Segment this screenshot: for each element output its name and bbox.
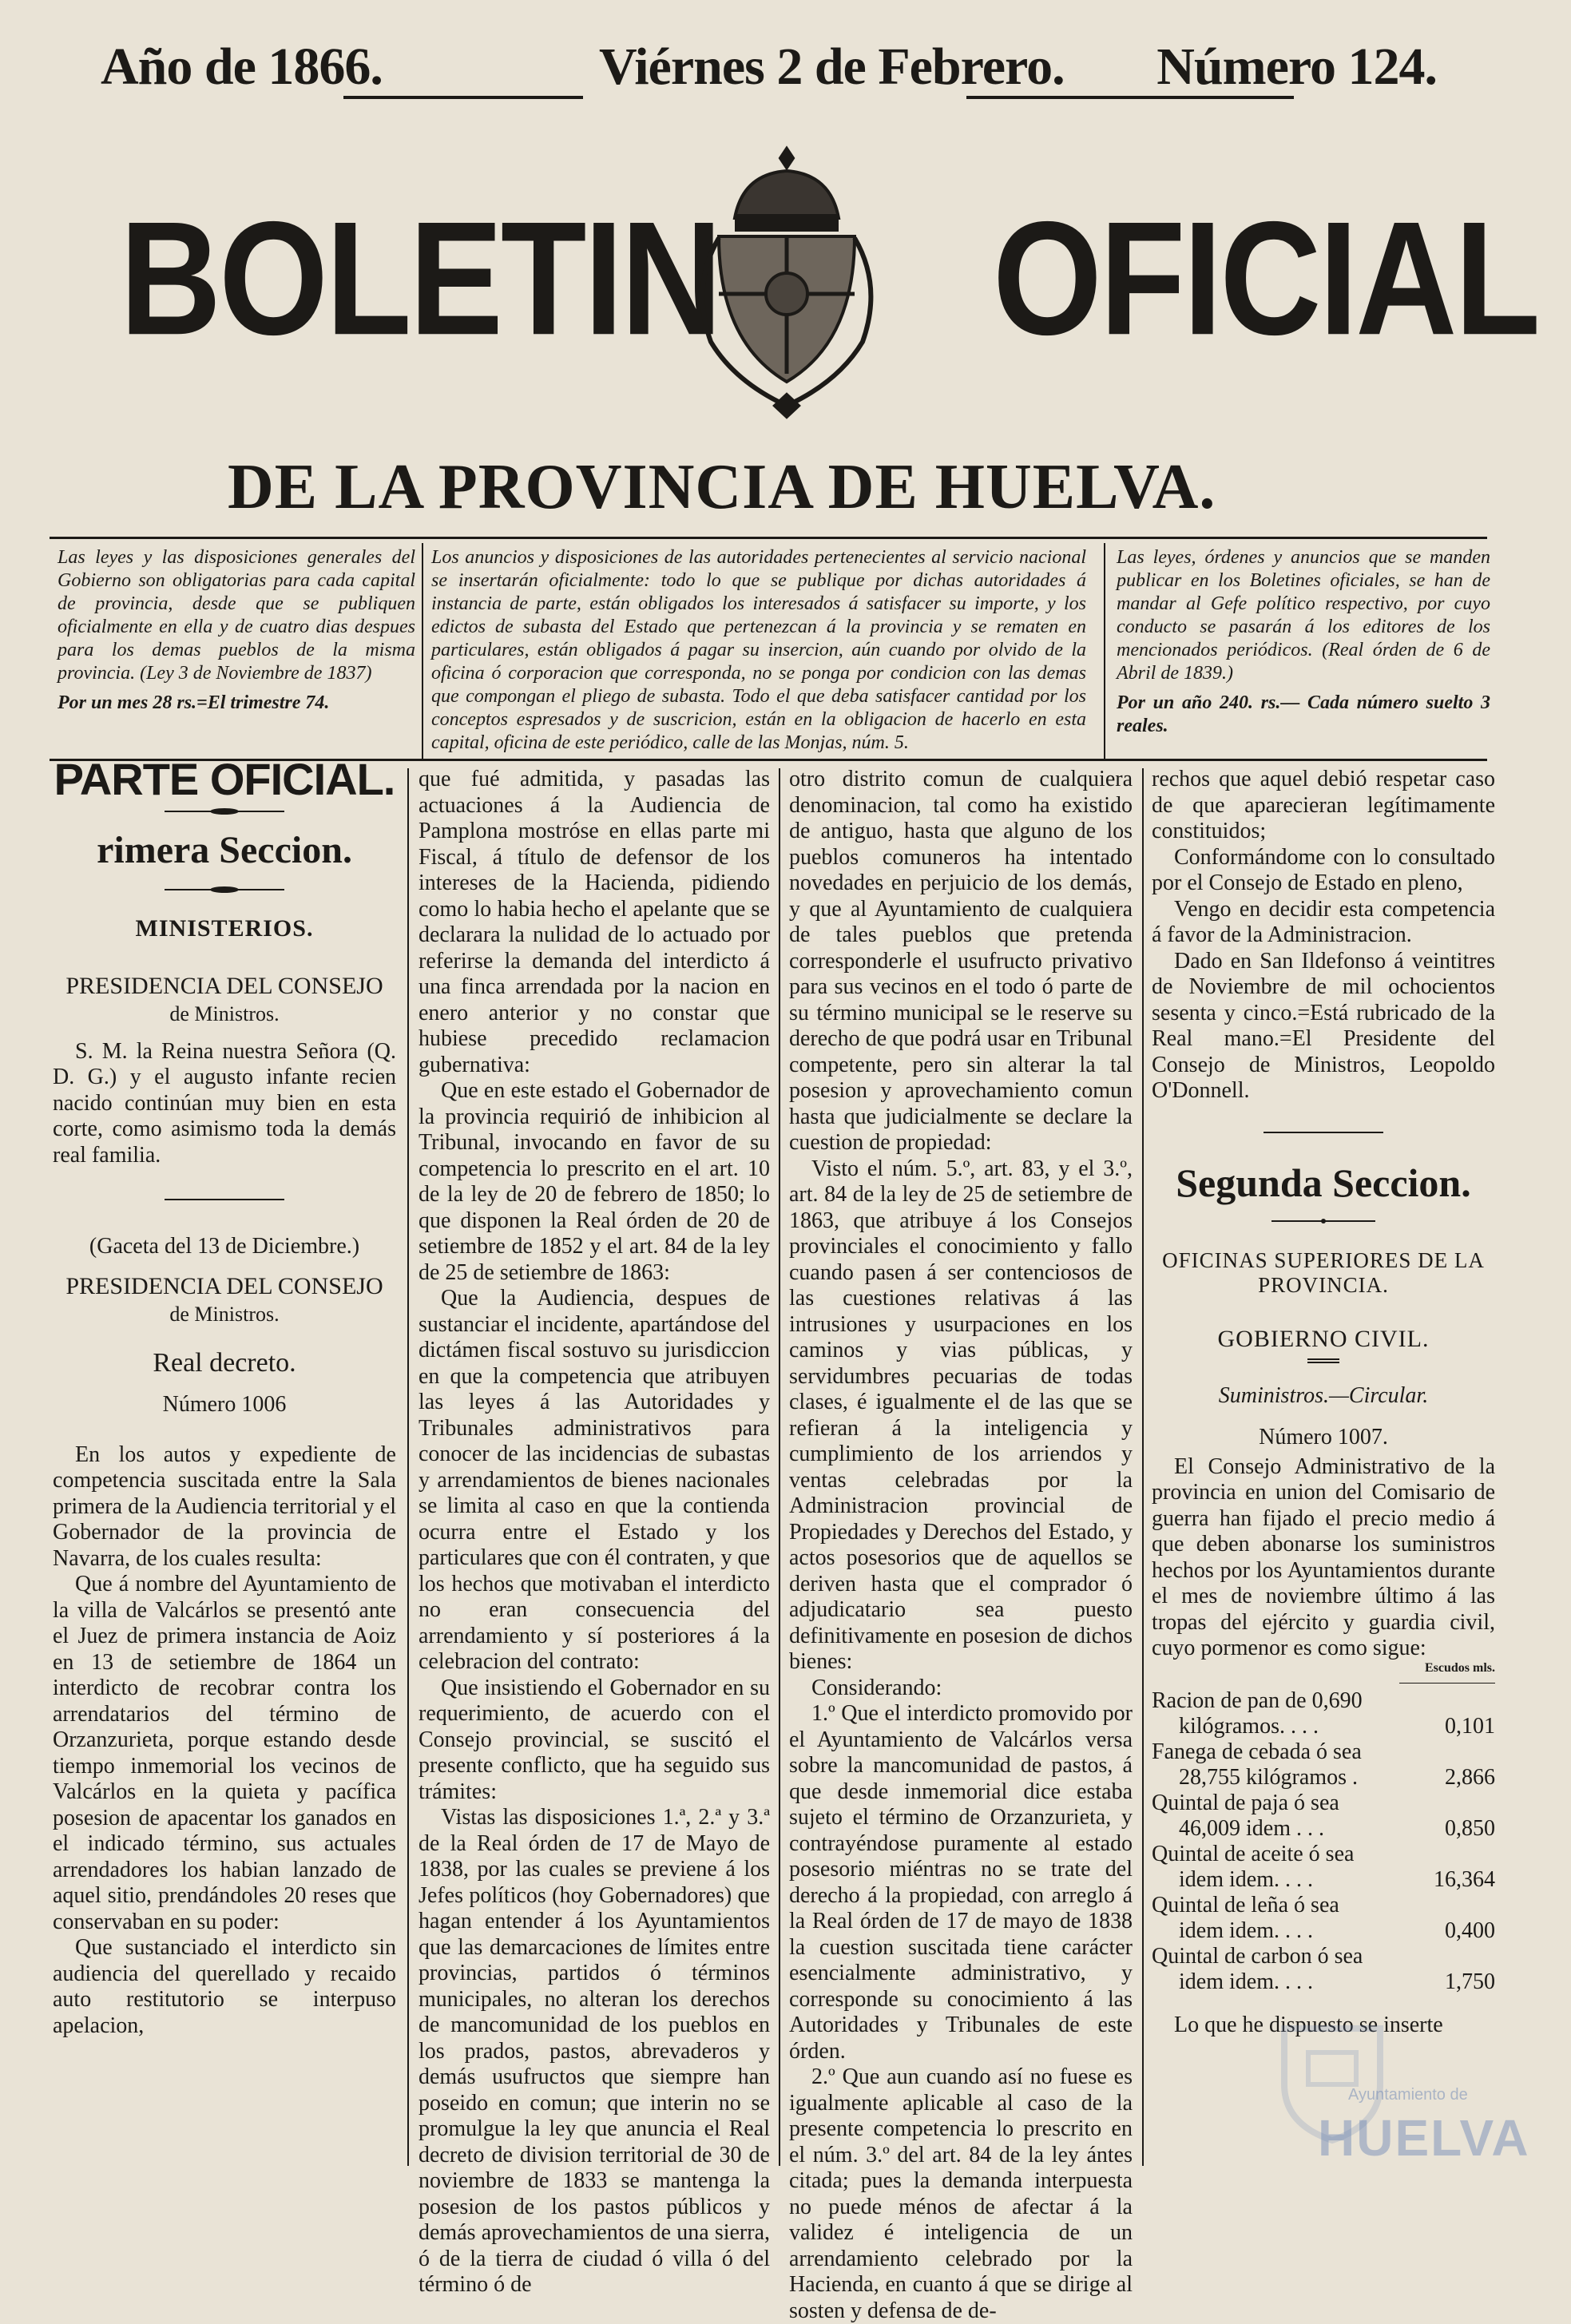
item-price: 1,750 bbox=[1445, 1969, 1495, 1994]
table-row bbox=[1152, 1893, 1495, 1918]
notice-divider bbox=[1104, 543, 1105, 759]
gaceta-source: (Gaceta del 13 de Diciembre.) bbox=[89, 1234, 360, 1259]
table-row bbox=[1152, 1816, 1495, 1842]
item-quantity: 46,009 idem . . . bbox=[1179, 1816, 1324, 1841]
paragraph: En los autos y expediente de competencia suscitada entre la Sala primera de la Audiencia territorial y el Gobernador de la provincia de Navarra, de los cuales resulta: bbox=[53, 1442, 396, 1571]
paragraph: Que insistiendo el Gobernador en su requerimiento, de acuerdo con el Consejo provincial, se suscitó el presente conflicto, que ha seguido sus trámites: bbox=[419, 1675, 770, 1804]
item-description: Fanega de cebada ó sea bbox=[1152, 1739, 1362, 1764]
issue-date: Viérnes 2 de Febrero. bbox=[599, 38, 1065, 96]
column-divider bbox=[779, 768, 780, 2166]
section-heading-parte-oficial: PARTE OFICIAL. bbox=[54, 754, 395, 804]
circular-number: Número 1007. bbox=[1259, 1425, 1388, 1450]
decree-number: Número 1006 bbox=[162, 1392, 287, 1417]
paragraph: Visto el núm. 5.º, art. 83, y el 3.º, art. 84 de la ley de 25 de setiembre de 1863, que atribuye á los Consejos provinciales el conocimiento y fallo cuando pasen á ser contenciosos de las cuestiones relativas á las intrusiones y usurpaciones en los caminos y vias públicas, y servidumbres pecuarias de todas clases, é igualmente el de las que se refieran á la inteligencia y cumplimiento de los arriendos y ventas celebradas por la Administracion provincial de Propiedades y Derechos del Estado, y actos posesorios que de aquellos se deriven hasta que el comprador ó adjudicatario sea puesto definitivamente en posesion de dichos bienes: bbox=[789, 1156, 1133, 1674]
column-4 bbox=[1152, 767, 1495, 2039]
item-quantity: idem idem. . . . bbox=[1179, 1969, 1313, 1994]
paragraph: Vengo en decidir esta competencia á favor de la Administracion. bbox=[1152, 896, 1495, 947]
notice-publication-text: Las leyes, órdenes y anuncios que se manden publicar en los Boletines oficiales, se han de mandar al Gefe político respectivo, por cuyo conducto se pasarán á los editores de los mencionados periódicos. (Real órden de 6 de Abril de 1839.) bbox=[1117, 547, 1490, 684]
paragraph: Considerando: bbox=[811, 1675, 942, 1700]
table-row bbox=[1152, 1944, 1495, 1969]
paragraph: Lo que he dispuesto se inserte bbox=[1174, 2013, 1443, 2037]
ornament-divider-icon bbox=[1152, 1358, 1495, 1364]
ornament-divider-icon bbox=[53, 807, 396, 815]
notice-publication bbox=[1117, 546, 1490, 738]
paragraph: Dado en San Ildefonso á veintitres de Noviembre de mil ochocientos sesenta y cinco.=Está rubricado de la Real mano.=El Presidente del Consejo de Ministros, Leopoldo O'Donnell. bbox=[1152, 948, 1495, 1103]
real-decreto-heading: Real decreto. bbox=[153, 1347, 296, 1378]
unit-header: Escudos mls. bbox=[1399, 1656, 1495, 1684]
ministerios-heading: MINISTERIOS. bbox=[135, 915, 314, 942]
ornament-divider-icon bbox=[1152, 1218, 1495, 1224]
item-description: Quintal de leña ó sea bbox=[1152, 1893, 1339, 1917]
presidencia-heading bbox=[53, 973, 396, 1028]
table-row bbox=[1152, 1867, 1495, 1893]
table-row bbox=[1152, 1714, 1495, 1739]
table-row bbox=[1152, 1842, 1495, 1867]
item-description: Quintal de carbon ó sea bbox=[1152, 1944, 1363, 1969]
notice-top-rule bbox=[50, 537, 1487, 539]
issue-year: Año de 1866. bbox=[101, 38, 383, 96]
item-quantity: 28,755 kilógramos . bbox=[1179, 1765, 1358, 1790]
royal-coat-of-arms-icon bbox=[687, 142, 887, 422]
presidencia-heading bbox=[53, 1273, 396, 1328]
paragraph: Vistas las disposiciones 1.ª, 2.ª y 3.ª de la Real órden de 17 de Mayo de 1838, por las cuales se previene á los Jefes políticos (hoy Gobernadores) que hagan entender á los Ayuntamientos que las demarcaciones de límites entre provincias, partidos ó términos municipales, no alteran los derechos de mancomunidad de los pueblos en los prados, pastos, abrevaderos y demás usufructos que siempre han poseido en comun; que interin no se promulgue la ley que anuncia el Real decreto de division territorial de 30 de noviembre de 1833 se mantenga la posesion de los pastos públicos y demás aprovechamientos de una sierra, ó de la tierra de ciudad ó villa ó del término ó de bbox=[419, 1805, 770, 2297]
ornament-divider-icon bbox=[53, 886, 396, 894]
ornament-divider-icon bbox=[1152, 1128, 1495, 1135]
item-price: 16,364 bbox=[1434, 1867, 1495, 1892]
table-row bbox=[1152, 1739, 1495, 1765]
column-divider bbox=[407, 768, 409, 2166]
suministros-heading: Suministros.—Circular. bbox=[1218, 1382, 1429, 1408]
notice-divider bbox=[422, 543, 423, 759]
dateline-rule bbox=[343, 96, 583, 99]
section-heading-primera: rimera Seccion. bbox=[97, 828, 352, 871]
item-description: Quintal de paja ó sea bbox=[1152, 1791, 1339, 1815]
item-description: Racion de pan de 0,690 bbox=[1152, 1688, 1363, 1713]
item-price: 2,866 bbox=[1445, 1765, 1495, 1790]
paragraph: Que sustanciado el interdicto sin audiencia del querellado y recaido auto restitutorio se interpuso apelacion, bbox=[53, 1935, 396, 2038]
table-row bbox=[1152, 1765, 1495, 1791]
paragraph: El Consejo Administrativo de la provincia en union del Comisario de guerra han fijado el precio medio á que deben abonarse los suministros hechos por los Ayuntamientos durante el mes de noviembre último á las tropas del ejército y guardia civil, cuyo pormenor es como sigue: bbox=[1152, 1453, 1495, 1660]
item-description: Quintal de aceite ó sea bbox=[1152, 1842, 1355, 1866]
notice-publication-price: Por un año 240. rs.— Cada número suelto 3 reales. bbox=[1117, 692, 1490, 736]
notice-laws-price: Por un mes 28 rs.=El trimestre 74. bbox=[58, 692, 330, 713]
dateline bbox=[48, 22, 1523, 110]
column-2 bbox=[419, 767, 770, 2298]
notice-laws bbox=[58, 546, 415, 715]
column-divider bbox=[1142, 768, 1144, 2166]
paragraph: 2.º Que aun cuando así no fuese es igualmente aplicable al caso de la presente competencia lo prescrito en el núm. 3.º del art. 84 de la ley ántes citada; pues la demanda interpuesta no puede ménos de afectar á la validez é inteligencia de un arrendamiento celebrado por la Hacienda, en cuanto á que se dirige al sosten y defensa de de- bbox=[789, 2064, 1133, 2323]
paragraph: rechos que aquel debió respetar caso de que aparecieran legítimamente constituidos; bbox=[1152, 767, 1495, 843]
oficinas-heading: OFICINAS SUPERIORES DE LA PROVINCIA. bbox=[1162, 1248, 1485, 1297]
item-price: 0,400 bbox=[1445, 1918, 1495, 1943]
column-1 bbox=[53, 754, 396, 2039]
paragraph: Que á nombre del Ayuntamiento de la villa de Valcárlos se presentó ante el Juez de primera instancia de Aoiz en 13 de setiembre de 1864 un interdicto de recobrar contra los arrendatarios del término de Orzanzurieta, porque estando desde tiempo inmemorial los vecinos de Valcárlos en la quieta y pacífica posesion de apacentar los ganados en el indicado término, sus actuales arrendadores los habian lanzado de aquel sitio, prendándoles 20 reses que conservaban en su poder: bbox=[53, 1572, 396, 1934]
item-quantity: kilógramos. . . . bbox=[1179, 1714, 1319, 1739]
table-row bbox=[1152, 1791, 1495, 1816]
presidencia-line2: de Ministros. bbox=[169, 1302, 280, 1326]
notice-announcements: Los anuncios y disposiciones de las autoridades pertenecientes al servicio nacional se insertarán oficialmente: todo lo que se publique por dichas autoridades á instancia de parte, están obligados los interesados á satisfacer su importe, y los edictos de subasta del Estado que pertenezcan á la provincia y se rematen en particulares, están obligados á pagar su insercion, aún cuando por olvido de la oficina ó corporacion que corresponda, no se ponga por condicion con las demas que compongan el pliego de subasta. Todo el que deba satisfacer cantidad por los conceptos espresados y de suscricion, están en la obligacion de hacerlo en esta capital, oficina de este periódico, calle de las Monjas, núm. 5. bbox=[431, 547, 1086, 753]
paragraph: Que en este estado el Gobernador de la provincia requirió de inhibicion al Tribunal, invocando en favor de su competencia lo prescrito en el art. 10 de la ley de 20 de febrero de 1850; lo que disponen la Real órden de 20 de setiembre de 1852 y el art. 84 de la ley de 25 de setiembre de 1863: bbox=[419, 1078, 770, 1285]
masthead-title-left: BOLETIN bbox=[120, 188, 720, 369]
masthead-subtitle: DE LA PROVINCIA DE HUELVA. bbox=[228, 452, 1216, 522]
supply-price-table bbox=[1152, 1688, 1495, 1995]
column-3 bbox=[789, 767, 1133, 2324]
item-quantity: idem idem. . . . bbox=[1179, 1867, 1313, 1892]
ornament-divider-icon bbox=[53, 1196, 396, 1202]
watermark-text: HUELVA bbox=[1318, 2109, 1530, 2167]
masthead-title-right: OFICIAL bbox=[993, 188, 1538, 369]
issue-number: Número 124. bbox=[1156, 38, 1437, 96]
paragraph: otro distrito comun de cualquiera denominacion, tal como ha existido de antiguo, hasta que alguno de los pueblos comuneros ha intentado novedades en perjuicio de los demás, y que al Ayuntamiento de cualquiera de tales pueblos que pretenda corresponderle el usufructo privativo para sus vecinos en el todo ó parte de su término municipal se le reserve su derecho de que podrá usar en Tribunal competente, pero sin alterar la tal posesion y aprovechamiento comun hasta que judicialmente se declare la cuestion de propiedad: bbox=[789, 767, 1133, 1155]
paragraph: S. M. la Reina nuestra Señora (Q. D. G.) y el augusto infante recien nacido continúan muy bien en esta corte, como asimismo toda la demás real familia. bbox=[53, 1038, 396, 1168]
item-price: 0,101 bbox=[1445, 1714, 1495, 1739]
paragraph: 1.º Que el interdicto promovido por el Ayuntamiento de Valcárlos versa sobre la mancomunidad de pastos, á que desde inmemorial dice estaba sujeto el término de Orzanzurieta, y contrayéndose puramente al estado posesorio miéntras no se trate del derecho á la propiedad, con arreglo á la Real órden de 17 de mayo de 1838 la cuestion suscitada tiene carácter esencialmente administrativo, y corresponde su conocimiento á las Autoridades y Tribunales de este órden. bbox=[789, 1701, 1133, 2064]
gobierno-civil-heading: GOBIERNO CIVIL. bbox=[1217, 1326, 1430, 1352]
table-row bbox=[1152, 1688, 1495, 1714]
paragraph: Conformándome con lo consultado por el Consejo de Estado en pleno, bbox=[1152, 844, 1495, 895]
presidencia-line1: PRESIDENCIA DEL CONSEJO bbox=[65, 972, 383, 999]
notice-laws-text: Las leyes y las disposiciones generales del Gobierno son obligatorias para cada capital de provincia, desde que se publiquen oficialmente en ella y de cuatro dias despues para los demas pueblos de la misma provincia. (Ley 3 de Noviembre de 1837) bbox=[58, 547, 415, 684]
watermark-caption: Ayuntamiento de bbox=[1348, 2086, 1468, 2104]
presidencia-line1: PRESIDENCIA DEL CONSEJO bbox=[65, 1272, 383, 1299]
item-price: 0,850 bbox=[1445, 1816, 1495, 1841]
item-quantity: idem idem. . . . bbox=[1179, 1918, 1313, 1943]
section-heading-segunda: Segunda Seccion. bbox=[1176, 1160, 1471, 1205]
table-row bbox=[1152, 1918, 1495, 1944]
paragraph: que fué admitida, y pasadas las actuaciones á la Audiencia de Pamplona mostróse en ellas parte mi Fiscal, á título de defensor de los intereses de la Hacienda, pidiendo como lo habia hecho el apelante que se declarara la nulidad de lo actuado por referirse la demanda del interdicto á una finca arrendada por la nacion en enero anterior y no constar que hubiese precedido reclamacion gubernativa: bbox=[419, 767, 770, 1077]
dateline-rule bbox=[966, 96, 1294, 99]
table-row bbox=[1152, 1969, 1495, 1995]
paragraph: Que la Audiencia, despues de sustanciar el incidente, apartándose del dictámen fiscal sostuvo su jurisdiccion en que la competencia que atribuyen las leyes á las Autoridades y Tribunales administrativos para conocer de las incidencias de subastas y arrendamientos de bienes nacionales se limita al caso en que la contienda ocurra entre el Estado y los particulares que con él contraten, y que los hechos que motivaban el interdicto no eran consecuencia del arrendamiento y sí posteriores á la celebracion del contrato: bbox=[419, 1286, 770, 1674]
presidencia-line2: de Ministros. bbox=[169, 1001, 280, 1025]
